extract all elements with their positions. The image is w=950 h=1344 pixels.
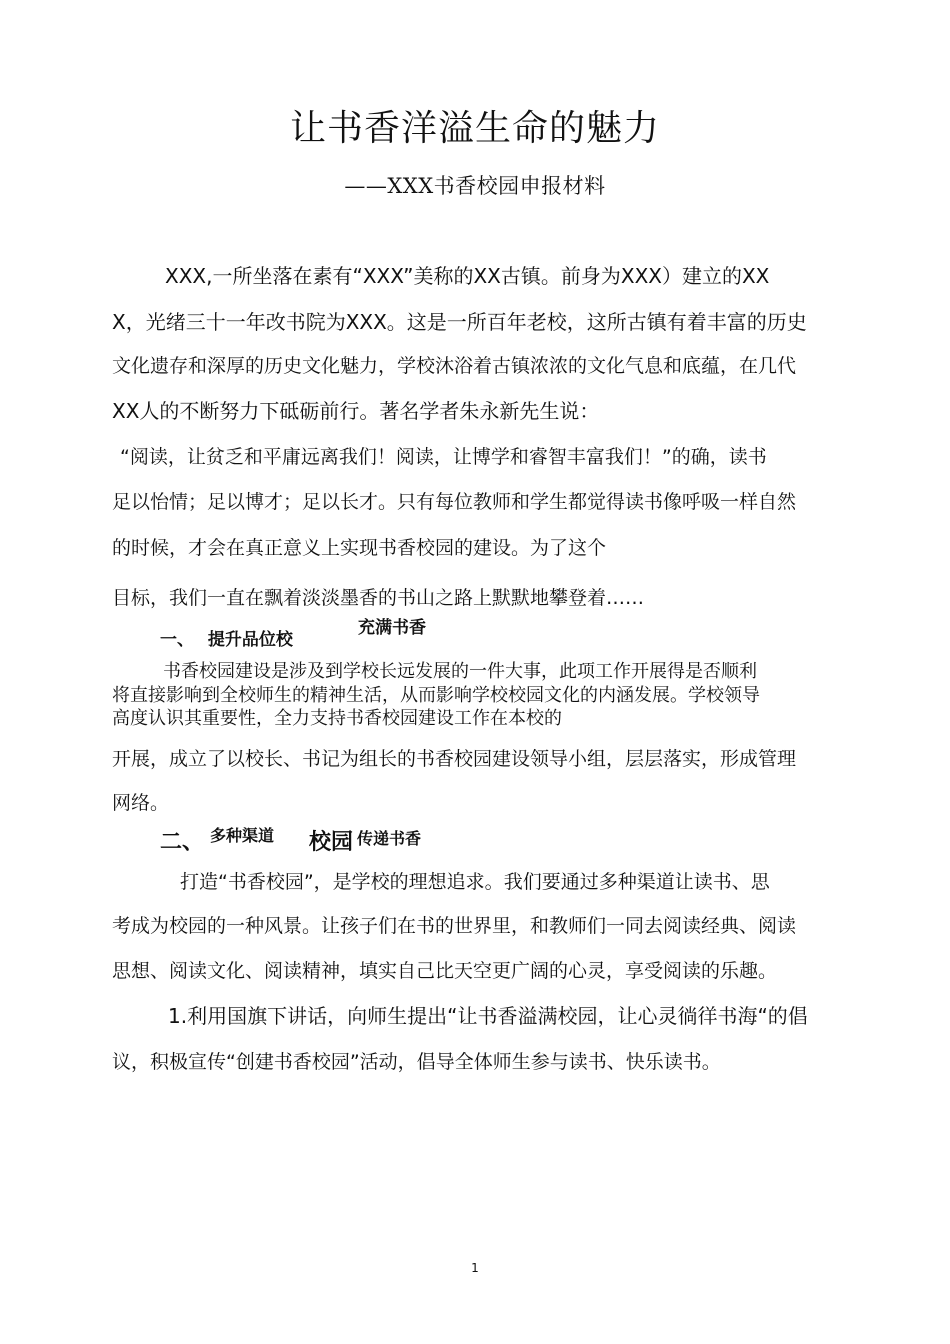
section2-line: 考成为校园的一种风景。让孩子们在书的世界里，和教师们一同去阅读经典、阅读 [112, 915, 797, 937]
section2-line: 思想、阅读文化、阅读精神，填实自己比天空更广阔的心灵，享受阅读的乐趣。 [112, 960, 778, 982]
intro-line: X，光绪三十一年改书院为XXX。这是一所百年老校，这所古镇有着丰富的历史 [112, 310, 807, 334]
document-subtitle: ——XXX书香校园申报材料 [344, 174, 606, 198]
section-number: 一、 [160, 630, 194, 650]
section-title: 多种渠道 [210, 826, 275, 845]
intro-line: XXX,一所坐落在素有“XXX”美称的XX古镇。前身为XXX）建立的XX [165, 264, 770, 288]
section1-line: 高度认识其重要性，全力支持书香校园建设工作在本校的 [112, 708, 562, 729]
section2-line: 1.利用国旗下讲话，向师生提出“让书香溢满校园，让心灵徜徉书海“的倡 [168, 1004, 808, 1028]
intro-line: “阅读，让贫乏和平庸远离我们！阅读，让博学和睿智丰富我们！”的确，读书 [120, 446, 767, 468]
intro-line: 目标，我们一直在飘着淡淡墨香的书山之路上默默地攀登着…… [112, 587, 645, 609]
page-number: 1 [471, 1261, 479, 1275]
section-heading-1 [160, 625, 293, 650]
intro-line: 文化遗存和深厚的历史文化魅力，学校沐浴着古镇浓浓的文化气息和底蕴，在几代 [112, 355, 797, 377]
section2-line: 打造“书香校园”，是学校的理想追求。我们要通过多种渠道让读书、思 [180, 871, 770, 893]
section1-line: 书香校园建设是涉及到学校长远发展的一件大事，此项工作开展得是否顺利 [163, 661, 757, 682]
section-title-extra: 校园 [309, 830, 354, 855]
section-title-extra: 充满书香 [358, 618, 426, 638]
section1-line: 开展，成立了以校长、书记为组长的书香校园建设领导小组，层层落实，形成管理 [112, 748, 797, 770]
section1-line: 网络。 [112, 792, 170, 814]
intro-line: XX人的不断努力下砥砺前行。著名学者朱永新先生说： [112, 399, 600, 423]
section1-line: 将直接影响到全校师生的精神生活，从而影响学校校园文化的内涵发展。学校领导 [112, 685, 760, 706]
section-number: 二、 [160, 830, 205, 855]
intro-line: 的时候，才会在真正意义上实现书香校园的建设。为了这个 [112, 537, 607, 559]
document-title: 让书香洋溢生命的魅力 [289, 108, 660, 149]
section2-line: 议，积极宣传“创建书香校园”活动，倡导全体师生参与读书、快乐读书。 [112, 1051, 721, 1073]
intro-line: 足以怡情；足以博才；足以长才。只有每位教师和学生都觉得读书像呼吸一样自然 [112, 491, 797, 513]
section-title-extra: 传递书香 [357, 829, 422, 848]
section-title: 提升品位校 [207, 630, 293, 650]
